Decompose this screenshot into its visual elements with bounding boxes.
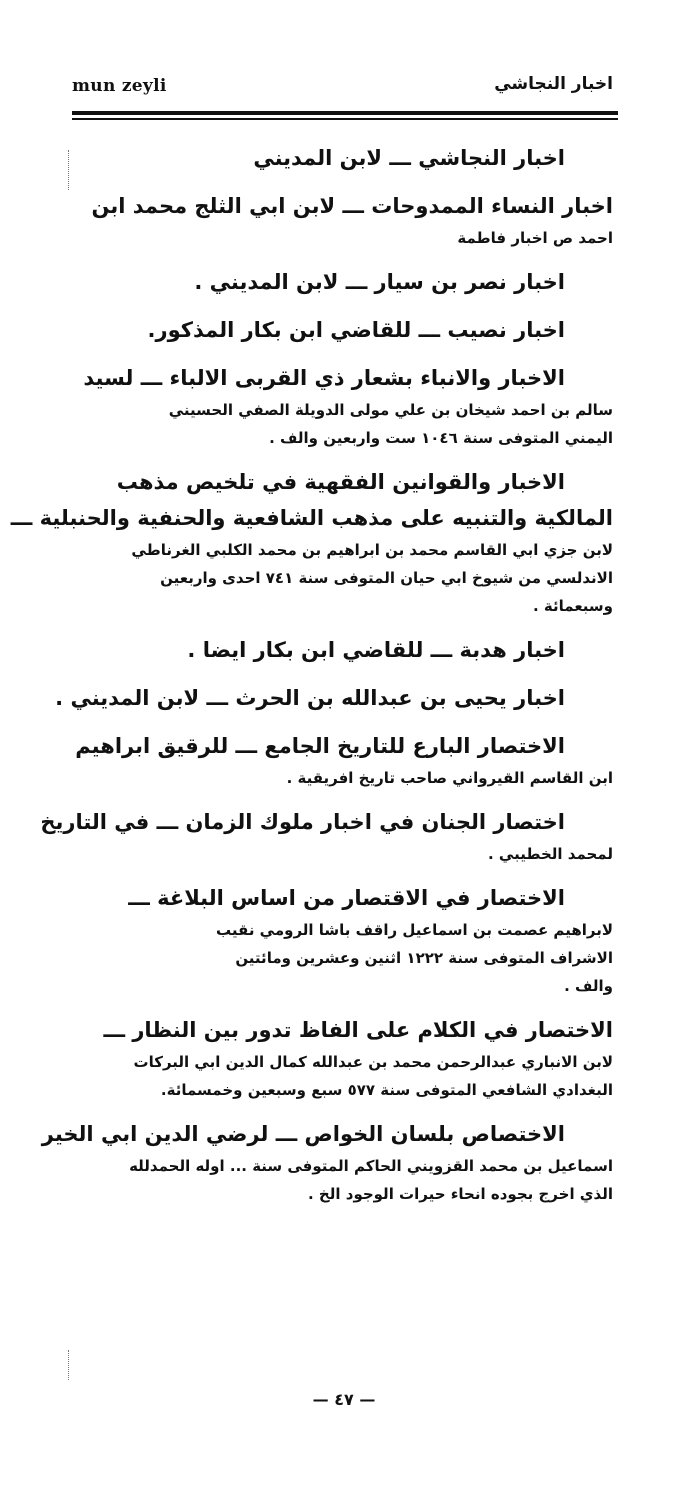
header-rule-thin [72,118,618,120]
margin-speck [68,150,71,190]
entry-title-line: اخبار يحيى بن عبدالله بن الحرث ـــ لابن المديني . [55,686,565,710]
entry-detail-line: سالم بن احمد شيخان بن علي مولى الدويلة الصفي الحسيني [168,401,613,419]
entry-detail-line: الاشراف المتوفى سنة ١٢٢٢ اثنين وعشرين ومائتين [235,949,613,967]
entry-detail-line: لمحمد الخطيبي . [488,845,613,863]
entry [95,312,613,348]
entry-title-line: الاختصار البارع للتاريخ الجامع ـــ للرقيق ابراهيم [75,734,565,758]
entry-title-line: الاخبار والانباء بشعار ذي القربى الالباء ـــ لسيد [83,366,565,390]
entry [83,360,613,452]
entry-detail-line: وسبعمائة . [532,597,613,615]
entry-detail-line: الاندلسي من شيوخ ابي حيان المتوفى سنة ٧٤١ احدى واربعين [160,569,613,587]
entry-detail-line: لابراهيم عصمت بن اسماعيل راقف باشا الرومي نقيب [216,921,613,939]
entry-title-line: اخبار نصر بن سيار ـــ لابن المديني . [194,270,565,294]
page-number: — ٤٧ — [312,1390,376,1409]
entry-title-line: الاختصاص بلسان الخواص ـــ لرضي الدين ابي الخير [41,1122,565,1146]
entry [75,728,613,792]
entry-title-line: اخبار النجاشي ـــ لابن المديني [253,146,565,170]
entry-title-line: الاختصار في الاقتصار من اساس البلاغة ـــ [128,886,565,910]
running-header-right: اخبار النجاشي [494,74,613,94]
entry-detail-line: لابن جزي ابي القاسم محمد بن ابراهيم بن محمد الكلبي الغرناطي [131,541,613,559]
entries-column [10,140,613,1208]
entry [41,1116,613,1208]
entry-detail-line: احمد ص اخبار فاطمة [457,229,613,247]
entry-detail-line: ابن القاسم القيرواني صاحب تاريخ افريقية . [286,769,613,787]
entry-detail-line: اليمني المتوفى سنة ١٠٤٦ ست واربعين والف . [269,429,613,447]
entry-title-line: اخبار النساء الممدوحات ـــ لابن ابي الثلج محمد ابن [91,194,613,218]
header-rule-thick [72,111,618,115]
entry-title-line: اخبار هدبة ـــ للقاضي ابن بكار ايضا . [187,638,565,662]
entry [10,464,613,620]
entry [91,188,613,252]
entry [95,880,613,1000]
entry-detail-line: البغدادي الشافعي المتوفى سنة ٥٧٧ سبع وسبعين وخمسمائة. [160,1081,613,1099]
entry [40,804,613,868]
entry-title-line: اخبار نصيب ـــ للقاضي ابن بكار المذكور. [147,318,565,342]
entry [95,632,613,668]
entry [55,680,613,716]
entry-title-line: الاخبار والقوانين الفقهية في تلخيص مذهب [116,470,565,494]
entry-detail-line: لابن الانباري عبدالرحمن محمد بن عبدالله كمال الدين ابي البركات [133,1053,613,1071]
entry [95,1012,613,1104]
entry [95,264,613,300]
entry-title-line: اختصار الجنان في اخبار ملوك الزمان ـــ في التاريخ [40,810,565,834]
entry [95,140,613,176]
entry-detail-line: اسماعيل بن محمد القزويني الحاكم المتوفى سنة ... اوله الحمدلله [129,1157,613,1175]
entry-title-line: الاختصار في الكلام على الفاظ تدور بين النظار ـــ [103,1018,613,1042]
margin-speck [68,1350,71,1380]
entry-detail-line: والف . [564,977,613,995]
entry-title-line: المالكية والتنبيه على مذهب الشافعية والحنفية والحنبلية ـــ [10,506,613,530]
entry-detail-line: الذي اخرج بجوده انحاء حيرات الوجود الخ . [308,1185,613,1203]
running-header-left: mun zeyli [72,76,167,96]
